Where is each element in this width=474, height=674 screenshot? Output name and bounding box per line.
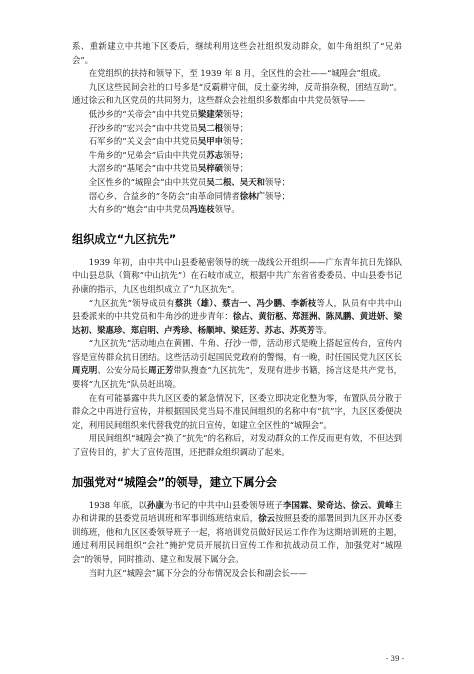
- paragraph-text: 等人，队员有中共中山县委派来的中共党员和牛角沙的进步青年：: [72, 297, 403, 322]
- society-text: 大有乡的“炮会”由中共党员: [88, 204, 190, 215]
- section2-paragraph-2: 当时九区“城隍会”属下分会的分布情况及会长和副会长——: [88, 567, 307, 578]
- society-list-item: [72, 108, 402, 122]
- intro-paragraph-2: 在党组织的扶持和领导下，至 1939 年 8 月，全区性的会社——“城隍会”组成。: [88, 68, 386, 79]
- section-heading: 加强党对“城隍会”的领导，建立下属分会: [72, 475, 277, 489]
- society-leader: 徐林广: [239, 190, 265, 201]
- intro-paragraph-1: 系、重新建立中共地下区委后，继续利用这些会社组织发动群众，如牛角组织了“兄弟会”。: [72, 41, 402, 65]
- intro-paragraph-3: [72, 81, 402, 108]
- paragraph-text: 带队搜查“九区抗先”，发现有进步书籍，扬言这是共产党书，要将“九区抗先”队员赶出境。: [72, 365, 403, 390]
- society-list-item: [72, 135, 402, 149]
- society-list-item: [72, 176, 402, 190]
- society-list: [72, 108, 402, 217]
- section1-paragraph-5: 用民间组织“城隍会”换了“抗先”的名称后，对发动群众的工作反而更有效，不但达到了宣传目的，扩大了宣传范围，还把群众组织调动了起来。: [72, 433, 402, 458]
- section-heading: 组织成立“九区抗先”: [72, 232, 177, 246]
- society-text: 滘心乡、合益乡的“冬防会”由革命同情者: [88, 190, 240, 201]
- society-text: 孖沙乡的“宏兴会”由中共党员: [88, 122, 198, 133]
- person-name: 徐云: [258, 513, 276, 524]
- society-list-item: [72, 122, 402, 136]
- paragraph-text: 等。: [314, 324, 332, 335]
- society-suffix: 领导；: [264, 190, 290, 201]
- member-names: 徐占、黄衍柩、郑涯洲、陈凤鹏、黄进妍、梁达初、梁惠珍、郑启明、卢秀珍、杨顺坤、梁廷芳、苏志、苏英芳: [72, 311, 402, 335]
- society-suffix: 领导。: [214, 204, 240, 215]
- society-leader: 吴梓硕: [197, 163, 223, 174]
- society-suffix: 领导；: [222, 149, 249, 160]
- society-list-item: [72, 203, 402, 217]
- person-name: 周克明: [72, 365, 98, 376]
- paragraph-text: 主办和讲课的县委党员培训班和军事训练班结束后，: [72, 499, 403, 524]
- section1-paragraph-2: [72, 297, 402, 338]
- page-body: [72, 40, 402, 580]
- society-text: 低沙乡的“关帝会”由中共党员: [88, 108, 198, 119]
- society-suffix: 领导；: [222, 136, 249, 147]
- paragraph-text: 、公安分局长: [97, 365, 149, 376]
- section1-paragraph-3: [72, 337, 402, 391]
- society-list-item: [72, 149, 402, 163]
- society-list-item: [72, 190, 402, 204]
- society-leader: 梁建荣: [197, 108, 223, 119]
- society-leader: 冯连枝: [189, 204, 215, 215]
- section1-paragraph-4: 在有可能暴露中共九区区委的紧急情况下，区委立即决定化整为零，布置队员分散于群众之中再进行宣传，并根据国民党当局不准民间组织的名称中有“抗”字，九区区委便决定，利用民间组织来代替我党的抗日宣传，如建立全区性的“城隍会”。: [72, 392, 402, 430]
- paragraph-text: 为书记的中共中山县委领导班子: [163, 499, 284, 510]
- page-number: - 39 -: [385, 655, 404, 663]
- society-text: 石军乡的“关义会”由中共党员: [88, 136, 198, 147]
- paragraph-text: 1938 年底，以: [88, 499, 147, 510]
- society-list-item: [72, 162, 402, 176]
- society-leader: 吴甲申: [197, 136, 223, 147]
- society-suffix: 领导；: [264, 176, 290, 187]
- person-names: 李国霖、梁奇达、徐云、黄峰: [283, 499, 394, 510]
- society-suffix: 领导；: [222, 163, 249, 174]
- section1-paragraph-1: 1939 年初，由中共中山县委秘密领导的统一战线公开组织——广东青年抗日先锋队中山县总队（简称“中山抗先”）在石岐市成立，根据中共广东省省委委员、中山县委书记孙康的指示，九区也组织成立了“九区抗先”。: [72, 256, 402, 294]
- section2-paragraph-1: [72, 499, 402, 567]
- person-name: 周正芳: [148, 365, 174, 376]
- society-leader: 苏志: [206, 149, 223, 160]
- society-text: 全区性乡的“城隍会”由中共党员: [88, 176, 207, 187]
- paragraph-text: “九区抗先”领导成员有: [88, 297, 175, 308]
- paragraph-text: “九区抗先”活动地点在黄圃、牛角、孖沙一带，活动形式是晚上搭起宣传台，宣传内容是宣传群众抗日团结。这些活动引起国民党政府的警惕，有一晚，时任国民党九区区长: [72, 338, 402, 362]
- person-name: 孙康: [146, 499, 164, 510]
- society-suffix: 领导；: [222, 108, 249, 119]
- leader-names: 蔡洪（雄）、蔡吉一、冯少鹏、李新枝: [174, 297, 317, 308]
- society-leader: 吴二根、吴天和: [206, 176, 265, 187]
- paragraph-text: 按照县委的部署回到九区开办区委训练班，他和九区区委领导班子一起，将培训党员做好民运工作作为这期培训班的主题，通过利用民间组织“会社”掩护党员开展抗日宣传工作和抗战动员工作，加强党对“城隍会”的领导，同时推动、建立和发展下属分会。: [72, 513, 403, 564]
- society-text: 大滘乡的“基尾会”由中共党员: [88, 163, 198, 174]
- society-text: 牛角乡的“兄弟会”后由中共党员: [88, 149, 207, 160]
- society-leader: 吴二根: [197, 122, 223, 133]
- intro-paragraph-3-text: 九区这些民间会社的口号多是“反霸耕守佃，反土豪劣绅，反苛捐杂税，团结互助”。通过徐云和九区党员的共同努力，这些群众会社组织多数都由中共党员领导——: [72, 81, 402, 106]
- society-suffix: 领导；: [222, 122, 249, 133]
